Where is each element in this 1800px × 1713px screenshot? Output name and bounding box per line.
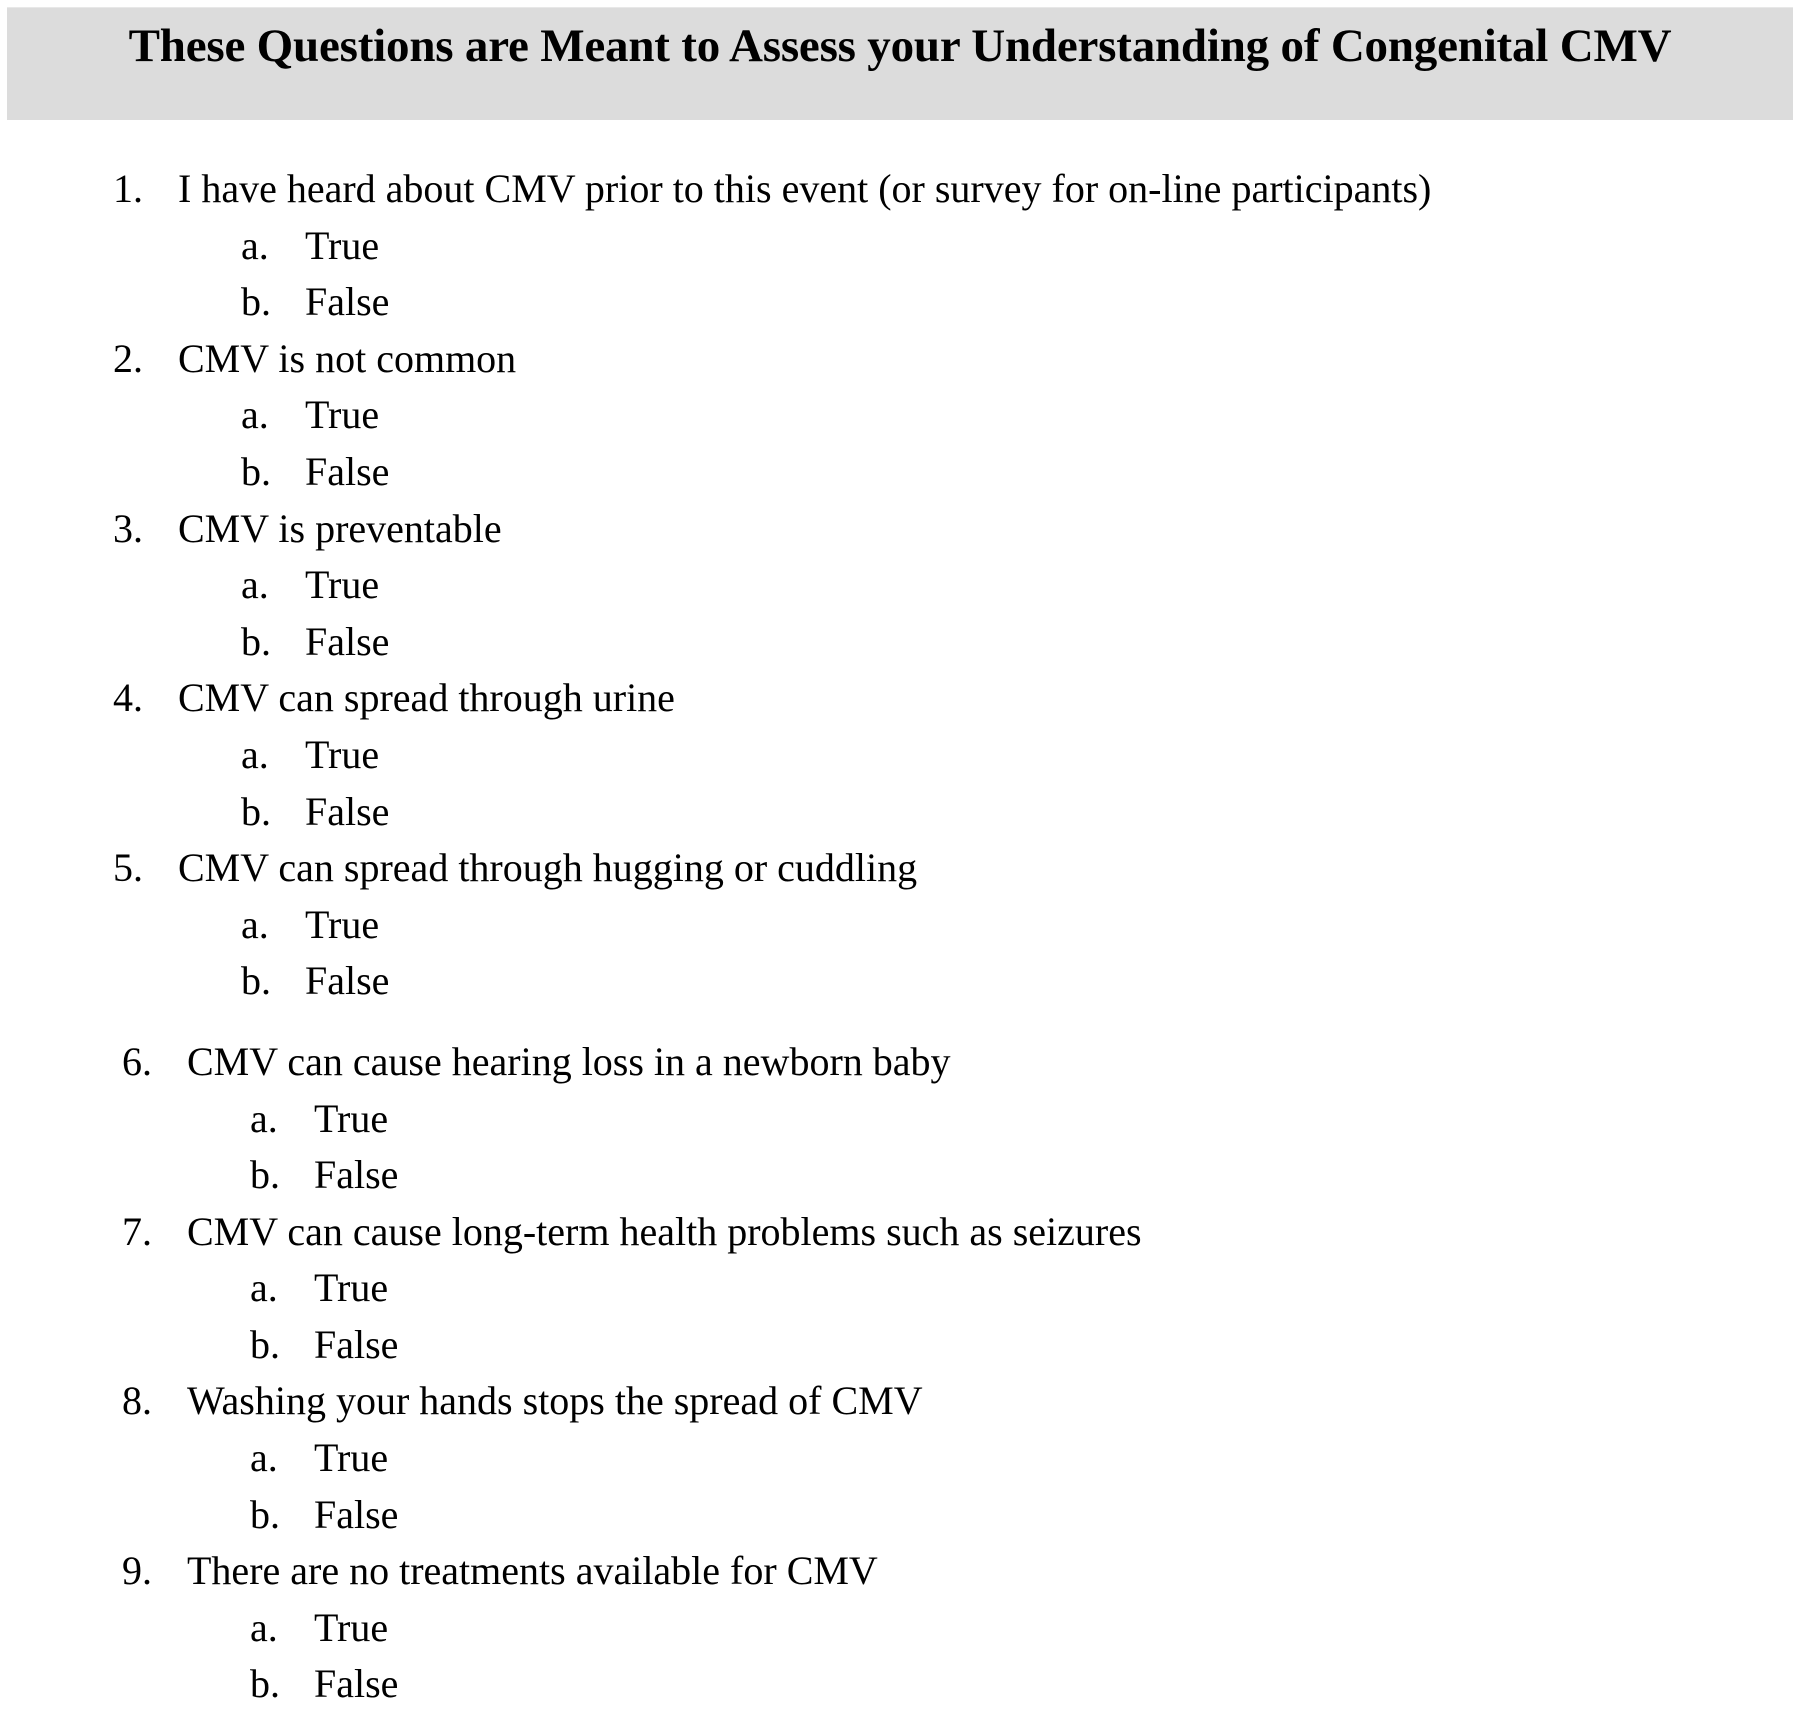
question-text: I have heard about CMV prior to this event (or survey for on-line participants)	[178, 166, 1432, 211]
question-number: 4.	[113, 675, 143, 721]
option-letter: b.	[250, 1661, 280, 1707]
question-number: 5.	[113, 845, 143, 891]
option-letter: b.	[250, 1152, 280, 1198]
option-letter: a.	[250, 1095, 278, 1141]
question-6-option-b[interactable]	[0, 1147, 1800, 1204]
option-letter: b.	[241, 448, 271, 494]
question-3-option-a[interactable]	[0, 557, 1800, 614]
question-text: CMV can cause long-term health problems such as seizures	[187, 1208, 1142, 1254]
question-number: 2.	[113, 335, 143, 381]
question-6	[0, 1034, 1800, 1091]
question-9-option-a[interactable]	[0, 1600, 1800, 1657]
option-letter: b.	[241, 279, 271, 325]
option-letter: a.	[250, 1435, 278, 1481]
question-text: CMV can cause hearing loss in a newborn baby	[187, 1038, 951, 1084]
option-letter: a.	[241, 222, 269, 268]
question-text: CMV can spread through urine	[178, 675, 675, 721]
option-letter: a.	[241, 562, 269, 608]
option-label: False	[314, 1321, 399, 1367]
section-gap	[0, 1010, 1800, 1034]
question-8	[0, 1373, 1800, 1430]
question-5-option-b[interactable]	[0, 953, 1800, 1010]
question-number: 1.	[113, 166, 143, 211]
question-7-option-b[interactable]	[0, 1317, 1800, 1374]
option-letter: a.	[250, 1604, 278, 1650]
question-number: 8.	[122, 1378, 152, 1424]
question-8-option-a[interactable]	[0, 1430, 1800, 1487]
option-letter: b.	[241, 618, 271, 664]
question-2-option-b[interactable]	[0, 444, 1800, 501]
question-1-option-a[interactable]	[0, 218, 1800, 275]
question-5	[0, 840, 1800, 897]
option-label: True	[314, 1604, 389, 1650]
question-7	[0, 1204, 1800, 1261]
question-number: 3.	[113, 505, 143, 551]
question-6-option-a[interactable]	[0, 1091, 1800, 1148]
question-5-option-a[interactable]	[0, 897, 1800, 954]
question-text: There are no treatments available for CMV	[187, 1548, 878, 1594]
question-text: CMV is preventable	[178, 505, 502, 551]
option-letter: a.	[241, 901, 269, 947]
question-list	[0, 161, 1800, 1713]
question-2-option-a[interactable]	[0, 387, 1800, 444]
option-letter: a.	[241, 731, 269, 777]
option-letter: b.	[250, 1491, 280, 1537]
question-7-option-a[interactable]	[0, 1260, 1800, 1317]
page-title: These Questions are Meant to Assess your Understanding of Congenital CMV	[128, 20, 1672, 72]
option-label: False	[314, 1152, 399, 1198]
question-3	[0, 501, 1800, 558]
option-label: False	[305, 279, 390, 325]
question-text: CMV can spread through hugging or cuddling	[178, 845, 918, 891]
option-label: True	[305, 562, 380, 608]
option-letter: b.	[250, 1321, 280, 1367]
option-label: False	[305, 958, 390, 1004]
question-text: CMV is not common	[178, 335, 517, 381]
question-text: Washing your hands stops the spread of CMV	[187, 1378, 923, 1424]
question-9	[0, 1543, 1800, 1600]
header-banner	[7, 7, 1793, 120]
option-letter: a.	[250, 1265, 278, 1311]
option-label: True	[305, 392, 380, 438]
option-label: False	[314, 1491, 399, 1537]
option-label: False	[305, 618, 390, 664]
option-label: True	[305, 901, 380, 947]
question-number: 7.	[122, 1208, 152, 1254]
question-number: 6.	[122, 1038, 152, 1084]
option-label: True	[314, 1435, 389, 1481]
question-1	[0, 161, 1800, 218]
question-2	[0, 331, 1800, 388]
option-letter: a.	[241, 392, 269, 438]
question-4-option-b[interactable]	[0, 784, 1800, 841]
option-label: True	[314, 1265, 389, 1311]
option-label: False	[314, 1661, 399, 1707]
option-label: True	[305, 731, 380, 777]
option-label: True	[314, 1095, 389, 1141]
option-letter: b.	[241, 788, 271, 834]
option-letter: b.	[241, 958, 271, 1004]
question-4	[0, 670, 1800, 727]
question-4-option-a[interactable]	[0, 727, 1800, 784]
option-label: False	[305, 788, 390, 834]
question-1-option-b[interactable]	[0, 274, 1800, 331]
option-label: False	[305, 448, 390, 494]
question-3-option-b[interactable]	[0, 614, 1800, 671]
question-number: 9.	[122, 1548, 152, 1594]
question-8-option-b[interactable]	[0, 1487, 1800, 1544]
option-label: True	[305, 222, 380, 268]
